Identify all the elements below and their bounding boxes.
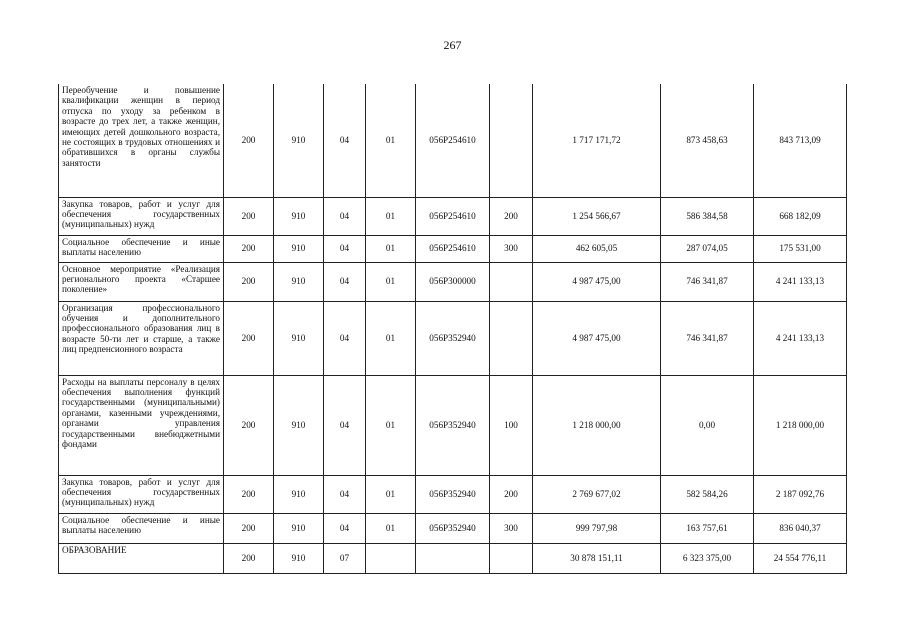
amount-col3: 843 713,09	[754, 84, 847, 197]
table-row	[59, 262, 847, 301]
amount-total: 462 605,05	[533, 235, 661, 262]
amount-total: 1 254 566,67	[533, 197, 661, 235]
amount-col3: 24 554 776,11	[754, 543, 847, 573]
admin-code: 200	[224, 197, 274, 235]
expense-code: 300	[490, 513, 533, 543]
amount-col3: 175 531,00	[754, 235, 847, 262]
amount-col2: 6 323 375,00	[661, 543, 754, 573]
row-name: Основное мероприятие «Реализация регионального проекта «Старшее поколение»	[59, 262, 224, 301]
table-row	[59, 475, 847, 513]
amount-col2: 746 341,87	[661, 301, 754, 375]
ministry-code: 910	[274, 197, 324, 235]
page-number: 267	[443, 38, 462, 52]
amount-col2: 586 384,58	[661, 197, 754, 235]
admin-code: 200	[224, 475, 274, 513]
amount-col3: 668 182,09	[754, 197, 847, 235]
target-code: 056P352940	[416, 513, 490, 543]
amount-col2: 0,00	[661, 375, 754, 475]
section-code: 04	[324, 262, 366, 301]
ministry-code: 910	[274, 513, 324, 543]
row-name: Социальное обеспечение и иные выплаты населению	[59, 235, 224, 262]
amount-total: 999 797,98	[533, 513, 661, 543]
target-code: 056P300000	[416, 262, 490, 301]
amount-col3: 1 218 000,00	[754, 375, 847, 475]
amount-col2: 873 458,63	[661, 84, 754, 197]
row-name: Расходы на выплаты персоналу в целях обеспечения выполнения функций государственными (муниципальными) органами, казенными учреждениями, органами управления государственными внебюджетными фондами	[59, 375, 224, 475]
row-name: Социальное обеспечение и иные выплаты населению	[59, 513, 224, 543]
expense-code	[490, 543, 533, 573]
target-code: 056P254610	[416, 197, 490, 235]
row-name: ОБРАЗОВАНИЕ	[59, 543, 224, 573]
section-code: 07	[324, 543, 366, 573]
amount-col2: 746 341,87	[661, 262, 754, 301]
target-code: 056P254610	[416, 84, 490, 197]
admin-code: 200	[224, 543, 274, 573]
subsection-code: 01	[366, 513, 416, 543]
amount-col3: 2 187 092,76	[754, 475, 847, 513]
subsection-code: 01	[366, 262, 416, 301]
row-name: Закупка товаров, работ и услуг для обеспечения государственных (муниципальных) нужд	[59, 475, 224, 513]
amount-total: 1 218 000,00	[533, 375, 661, 475]
amount-col2: 163 757,61	[661, 513, 754, 543]
amount-col3: 836 040,37	[754, 513, 847, 543]
ministry-code: 910	[274, 375, 324, 475]
row-name: Переобучение и повышение квалификации женщин в период отпуска по уходу за ребенком в возрасте до трех лет, а также женщин, имеющих детей дошкольного возраста, не состоящих в трудовых отношениях и обратившихся в органы службы занятости	[59, 84, 224, 197]
section-code: 04	[324, 84, 366, 197]
subsection-code: 01	[366, 84, 416, 197]
section-code: 04	[324, 301, 366, 375]
admin-code: 200	[224, 84, 274, 197]
amount-total: 30 878 151,11	[533, 543, 661, 573]
amount-col2: 287 074,05	[661, 235, 754, 262]
section-code: 04	[324, 375, 366, 475]
ministry-code: 910	[274, 301, 324, 375]
section-code: 04	[324, 197, 366, 235]
target-code: 056P254610	[416, 235, 490, 262]
amount-col2: 582 584,26	[661, 475, 754, 513]
expense-code: 300	[490, 235, 533, 262]
expense-code	[490, 301, 533, 375]
amount-col3: 4 241 133,13	[754, 262, 847, 301]
table-row	[59, 197, 847, 235]
target-code: 056P352940	[416, 375, 490, 475]
expense-code: 200	[490, 197, 533, 235]
table-row	[59, 84, 847, 197]
amount-total: 4 987 475,00	[533, 301, 661, 375]
table-row	[59, 543, 847, 573]
section-code: 04	[324, 235, 366, 262]
amount-col3: 4 241 133,13	[754, 301, 847, 375]
admin-code: 200	[224, 235, 274, 262]
ministry-code: 910	[274, 262, 324, 301]
ministry-code: 910	[274, 235, 324, 262]
admin-code: 200	[224, 375, 274, 475]
expense-code: 200	[490, 475, 533, 513]
subsection-code: 01	[366, 235, 416, 262]
section-code: 04	[324, 475, 366, 513]
section-code: 04	[324, 513, 366, 543]
subsection-code	[366, 543, 416, 573]
admin-code: 200	[224, 513, 274, 543]
subsection-code: 01	[366, 197, 416, 235]
admin-code: 200	[224, 262, 274, 301]
subsection-code: 01	[366, 375, 416, 475]
subsection-code: 01	[366, 301, 416, 375]
expense-code	[490, 84, 533, 197]
budget-table	[58, 84, 847, 574]
target-code: 056P352940	[416, 475, 490, 513]
expense-code	[490, 262, 533, 301]
expense-code: 100	[490, 375, 533, 475]
amount-total: 2 769 677,02	[533, 475, 661, 513]
ministry-code: 910	[274, 84, 324, 197]
row-name: Организация профессионального обучения и дополнительного профессионального образования лиц в возрасте 50-ти лет и старше, а также лиц предпенсионного возраста	[59, 301, 224, 375]
table-row	[59, 301, 847, 375]
target-code	[416, 543, 490, 573]
amount-total: 4 987 475,00	[533, 262, 661, 301]
table-row	[59, 235, 847, 262]
table-row	[59, 513, 847, 543]
subsection-code: 01	[366, 475, 416, 513]
amount-total: 1 717 171,72	[533, 84, 661, 197]
table-row	[59, 375, 847, 475]
admin-code: 200	[224, 301, 274, 375]
target-code: 056P352940	[416, 301, 490, 375]
ministry-code: 910	[274, 543, 324, 573]
row-name: Закупка товаров, работ и услуг для обеспечения государственных (муниципальных) нужд	[59, 197, 224, 235]
ministry-code: 910	[274, 475, 324, 513]
